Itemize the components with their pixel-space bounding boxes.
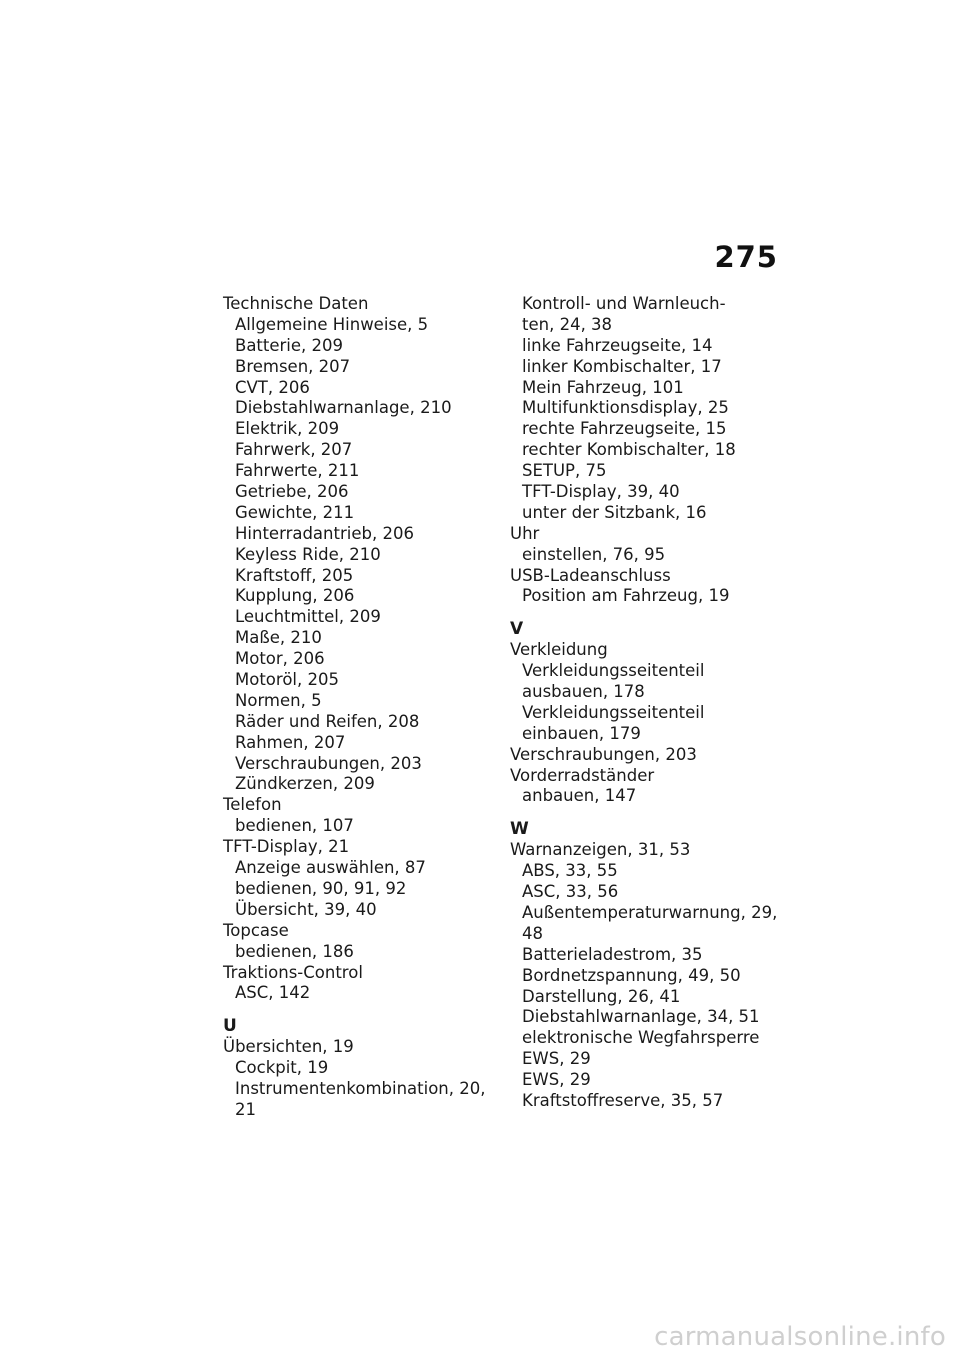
index-subentry: Kupplung, 206 bbox=[235, 586, 355, 606]
index-subentry: EWS, 29 bbox=[522, 1049, 591, 1069]
index-subentry: Hinterradantrieb, 206 bbox=[235, 523, 414, 543]
index-column-right bbox=[510, 294, 800, 1112]
index-subentry: Batterieladestrom, 35 bbox=[522, 944, 703, 964]
index-subentry: Position am Fahrzeug, 19 bbox=[522, 586, 730, 606]
index-entry: Verschraubungen, 203 bbox=[510, 744, 697, 764]
index-subentry: ausbauen, 178 bbox=[522, 682, 645, 702]
index-section-letter: V bbox=[510, 619, 524, 640]
index-subentry: 21 bbox=[235, 1099, 256, 1119]
index-subentry: Kontroll- und Warnleuch- bbox=[522, 294, 726, 313]
index-subentry: ten, 24, 38 bbox=[522, 314, 613, 334]
index-subentry: bedienen, 90, 91, 92 bbox=[235, 878, 407, 898]
index-subentry: Getriebe, 206 bbox=[235, 482, 349, 502]
index-column-left bbox=[223, 294, 493, 1121]
index-subentry: Außentemperaturwarnung, 29, bbox=[522, 902, 778, 922]
index-subentry: unter der Sitzbank, 16 bbox=[522, 502, 707, 522]
index-subentry: Diebstahlwarnanlage, 34, 51 bbox=[522, 1007, 760, 1027]
index-subentry: linker Kombischalter, 17 bbox=[522, 356, 722, 376]
index-subentry: 48 bbox=[522, 923, 543, 943]
index-entry: Telefon bbox=[223, 795, 282, 815]
index-subentry: Bordnetzspannung, 49, 50 bbox=[522, 965, 741, 985]
index-subentry: Gewichte, 211 bbox=[235, 502, 355, 522]
index-subentry: Motoröl, 205 bbox=[235, 670, 339, 690]
index-subentry: Räder und Reifen, 208 bbox=[235, 711, 420, 731]
index-subentry: Mein Fahrzeug, 101 bbox=[522, 377, 684, 397]
index-entry: Traktions-Control bbox=[223, 962, 363, 982]
index-subentry: Fahrwerte, 211 bbox=[235, 461, 360, 481]
index-subentry: Bremsen, 207 bbox=[235, 356, 351, 376]
index-subentry: Motor, 206 bbox=[235, 649, 325, 669]
index-entry: TFT-Display, 21 bbox=[223, 837, 350, 857]
index-subentry: ABS, 33, 55 bbox=[522, 861, 618, 881]
index-subentry: ASC, 142 bbox=[235, 983, 311, 1003]
index-subentry: Batterie, 209 bbox=[235, 335, 344, 355]
index-subentry: Keyless Ride, 210 bbox=[235, 544, 381, 564]
index-entry: Übersichten, 19 bbox=[223, 1037, 354, 1057]
index-subentry: Elektrik, 209 bbox=[235, 419, 340, 439]
index-subentry: bedienen, 186 bbox=[235, 941, 354, 961]
index-subentry: Verkleidungsseitenteil bbox=[522, 661, 705, 681]
index-subentry: Kraftstoff, 205 bbox=[235, 565, 354, 585]
index-subentry: Darstellung, 26, 41 bbox=[522, 986, 681, 1006]
index-subentry: bedienen, 107 bbox=[235, 816, 354, 836]
index-entry: Vorderradständer bbox=[510, 765, 655, 785]
section-gap bbox=[223, 1004, 493, 1016]
index-subentry: rechter Kombischalter, 18 bbox=[522, 440, 736, 460]
index-entry: Technische Daten bbox=[223, 294, 369, 313]
index-subentry: Übersicht, 39, 40 bbox=[235, 899, 377, 919]
index-section-letter: W bbox=[510, 819, 529, 840]
index-subentry: Cockpit, 19 bbox=[235, 1058, 329, 1078]
index-subentry: Maße, 210 bbox=[235, 628, 322, 648]
index-subentry: Verkleidungsseitenteil bbox=[522, 702, 705, 722]
index-subentry: CVT, 206 bbox=[235, 377, 310, 397]
index-subentry: Zündkerzen, 209 bbox=[235, 774, 375, 794]
index-subentry: Anzeige auswählen, 87 bbox=[235, 858, 426, 878]
section-gap bbox=[510, 607, 800, 619]
index-subentry: einstellen, 76, 95 bbox=[522, 544, 666, 564]
index-subentry: Fahrwerk, 207 bbox=[235, 440, 353, 460]
index-subentry: Multifunktionsdisplay, 25 bbox=[522, 398, 729, 418]
index-subentry: Allgemeine Hinweise, 5 bbox=[235, 314, 429, 334]
index-subentry: anbauen, 147 bbox=[522, 786, 637, 806]
index-subentry: Leuchtmittel, 209 bbox=[235, 607, 381, 627]
index-subentry: elektronische Wegfahrsperre bbox=[522, 1028, 760, 1048]
index-subentry: linke Fahrzeugseite, 14 bbox=[522, 335, 713, 355]
index-entry: Verkleidung bbox=[510, 640, 608, 660]
index-subentry: Diebstahlwarnanlage, 210 bbox=[235, 398, 452, 418]
index-subentry: ASC, 33, 56 bbox=[522, 882, 619, 902]
index-entry: Uhr bbox=[510, 523, 540, 543]
index-subentry: TFT-Display, 39, 40 bbox=[522, 482, 680, 502]
index-subentry: Verschraubungen, 203 bbox=[235, 753, 422, 773]
watermark: carmanualsonline.info bbox=[654, 1322, 946, 1352]
index-subentry: Rahmen, 207 bbox=[235, 732, 346, 752]
index-subentry: einbauen, 179 bbox=[522, 723, 641, 743]
index-entry: Warnanzeigen, 31, 53 bbox=[510, 840, 691, 860]
page-number: 275 bbox=[714, 240, 778, 274]
index-subentry: Instrumentenkombination, 20, bbox=[235, 1078, 486, 1098]
index-entry: Topcase bbox=[223, 920, 289, 940]
index-subentry: Normen, 5 bbox=[235, 690, 322, 710]
section-gap bbox=[510, 807, 800, 819]
index-subentry: SETUP, 75 bbox=[522, 461, 607, 481]
index-section-letter: U bbox=[223, 1016, 237, 1037]
index-subentry: Kraftstoffreserve, 35, 57 bbox=[522, 1090, 724, 1110]
index-entry: USB-Ladeanschluss bbox=[510, 565, 671, 585]
index-subentry: rechte Fahrzeugseite, 15 bbox=[522, 419, 727, 439]
index-subentry: EWS, 29 bbox=[522, 1070, 591, 1090]
